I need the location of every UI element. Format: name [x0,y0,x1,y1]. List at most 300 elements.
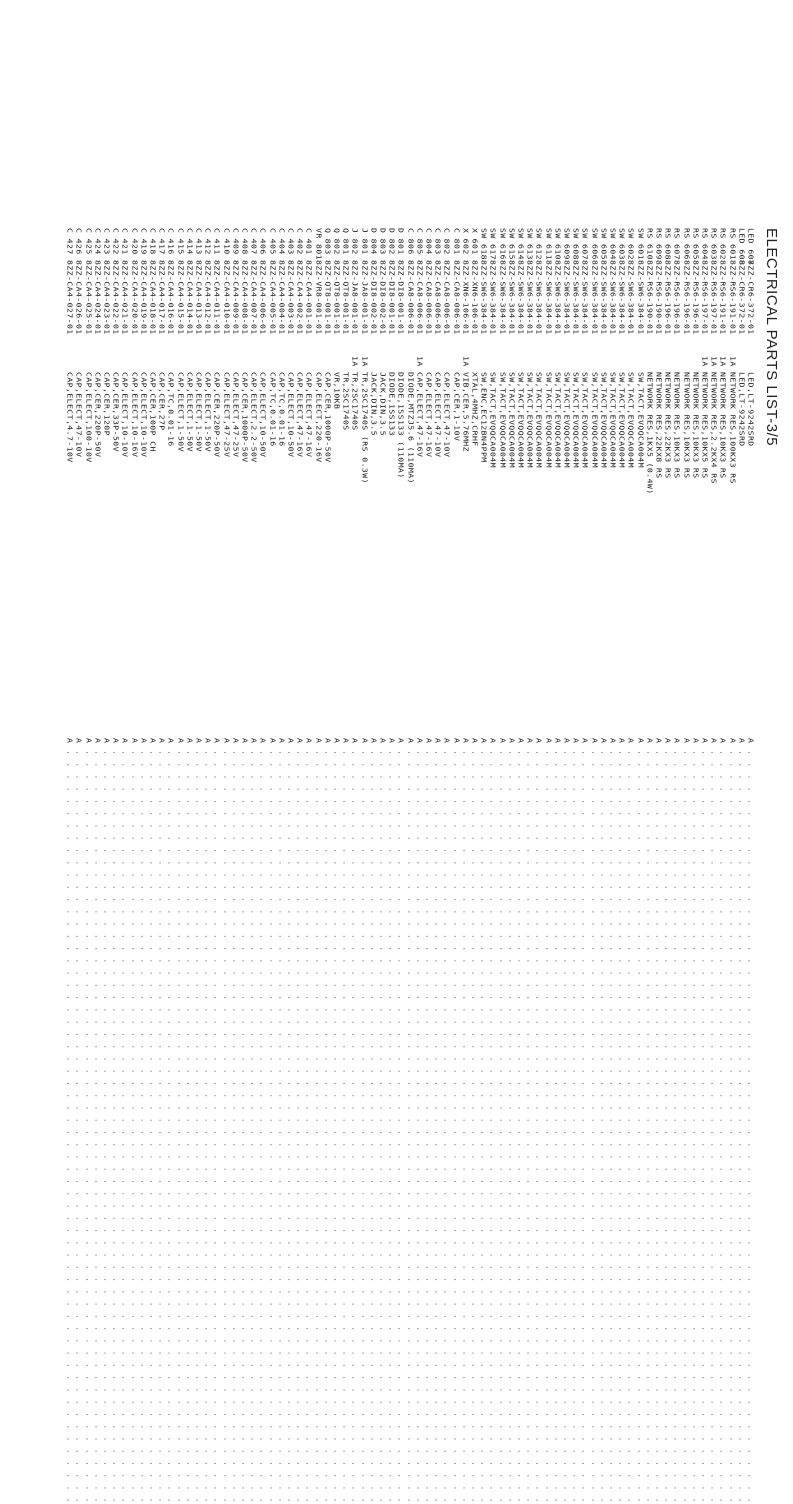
leader-dots: . . . . . . . . . . . . . . . . . . . . . . . . . . . . . . . . . . . . . . . . . . . . . . . . . . . . . . . . . . . . . . [406,750,415,1504]
leader-mark: A [516,738,526,744]
ref-cell: RS 608 [663,228,673,260]
part-number-cell: 8ZZ-XN6-106-01 [470,260,480,335]
leader-mark: A [673,738,682,744]
description-cell: JACK,DIN,3.5 [378,372,388,436]
ref-cell: J 802 [351,228,360,255]
ref-cell: SW 611 [544,228,553,260]
part-number-cell: 8ZZ-CA4-006-01 [259,260,268,335]
part-number-cell: 8ZZ-CA4-014-01 [185,260,194,335]
description-cell: CAP,CER,33P-50V [111,372,121,452]
part-number-cell: 8ZZ-DI8-002-01 [378,260,388,335]
leader-mark: A [397,738,406,744]
leader-mark: A [167,738,176,744]
description-cell: NETWORK RES,10KX3 RS [719,372,728,479]
leader-dots: . . . . . . . . . . . . . . . . . . . . . . . . . . . . . . . . . . . . . . . . . . . . . . . . . . . . . . . . . . . . . . [571,750,581,1504]
part-number-cell: 8ZZ-CR6-372-01 [746,260,756,335]
leader-dots: . . . . . . . . . . . . . . . . . . . . . . . . . . . . . . . . . . . . . . . . . . . . . . . . . . . . . . . . . . . . . . [222,750,231,1504]
leader-dots: . . . . . . . . . . . . . . . . . . . . . . . . . . . . . . . . . . . . . . . . . . . . . . . . . . . . . . . . . . . . . . [746,750,756,1504]
ref-cell: RS 602 [719,228,728,260]
ref-cell: Q 801 [341,228,351,255]
description-cell: LED,LT-9242SRD [746,372,756,447]
ref-cell: RS 605 [691,228,700,260]
leader-mark: A [433,738,443,744]
part-number-cell: 8ZZ-SW6-384-01 [525,260,535,335]
ref-cell: SW 613 [525,228,535,260]
leader-dots: . . . . . . . . . . . . . . . . . . . . . . . . . . . . . . . . . . . . . . . . . . . . . . . . . . . . . . . . . . . . . . [719,750,728,1504]
leader-dots: . . . . . . . . . . . . . . . . . . . . . . . . . . . . . . . . . . . . . . . . . . . . . . . . . . . . . . . . . . . . . . [369,750,378,1504]
leader-dots: . . . . . . . . . . . . . . . . . . . . . . . . . . . . . . . . . . . . . . . . . . . . . . . . . . . . . . . . . . . . . . [498,750,507,1504]
description-cell: CAP,ELECT,1-50V [194,372,204,452]
leader-mark: A [111,738,121,744]
leader-dots: . . . . . . . . . . . . . . . . . . . . . . . . . . . . . . . . . . . . . . . . . . . . . . . . . . . . . . . . . . . . . . [682,750,691,1504]
description-cell: SW,TACT,EVQQCA004M [571,372,581,468]
description-cell: SW,TACT,EVQQCA004M [608,372,618,468]
description-cell: TR,2SC1740S [341,372,351,431]
description-cell: CAP,CER,1000P-50V [323,372,332,463]
ref-cell: C 423 [102,228,112,255]
part-number-cell: 8ZZ-SW6-384-01 [617,260,627,335]
leader-mark: A [535,738,544,744]
description-cell: CAP,CER,100P CH [148,372,158,452]
leader-mark: A [746,738,756,744]
ref-cell: C 413 [194,228,204,255]
description-cell: NETWORK RES,22KX8 RS [654,372,664,479]
ref-cell: SW 602 [627,228,636,260]
leader-mark: A [544,738,553,744]
part-number-cell: 8ZZ-QT8-001-01 [323,260,332,335]
leader-mark: A [268,738,277,744]
ref-cell: C 410 [222,228,231,255]
leader-dots: . . . . . . . . . . . . . . . . . . . . . . . . . . . . . . . . . . . . . . . . . . . . . . . . . . . . . . . . . . . . . . [397,750,406,1504]
leader-dots: . . . . . . . . . . . . . . . . . . . . . . . . . . . . . . . . . . . . . . . . . . . . . . . . . . . . . . . . . . . . . . [387,750,397,1504]
leader-mark: A [75,738,84,744]
ref-cell: SW 612 [535,228,544,260]
part-number-cell: 8ZZ-CA4-023-01 [102,260,112,335]
leader-dots: . . . . . . . . . . . . . . . . . . . . . . . . . . . . . . . . . . . . . . . . . . . . . . . . . . . . . . . . . . . . . . [148,750,158,1504]
leader-mark: A [581,738,590,744]
ref-cell: C 421 [121,228,130,255]
leader-dots: . . . . . . . . . . . . . . . . . . . . . . . . . . . . . . . . . . . . . . . . . . . . . . . . . . . . . . . . . . . . . . [305,750,314,1504]
leader-dots: . . . . . . . . . . . . . . . . . . . . . . . . . . . . . . . . . . . . . . . . . . . . . . . . . . . . . . . . . . . . . . [259,750,268,1504]
description-cell: VIB,CER,5.76MHZ [461,372,470,452]
ref-cell: C 806 [406,228,415,255]
description-cell: CAP,ELECT,100-10V [84,372,93,463]
ref-cell: SW 618 [479,228,489,260]
part-number-cell: 8ZZ-SW6-384-01 [489,260,498,335]
leader-mark: A [663,738,673,744]
ref-cell: C 408 [240,228,250,255]
part-number-cell: 8ZZ-CA4-017-01 [157,260,167,335]
ref-cell: SW 604 [608,228,618,260]
part-number-cell: 8ZZ-CA4-007-01 [249,260,259,335]
leader-dots: . . . . . . . . . . . . . . . . . . . . . . . . . . . . . . . . . . . . . . . . . . . . . . . . . . . . . . . . . . . . . . [286,750,296,1504]
description-cell: CAP,ELECT,47-16V [295,372,305,458]
leader-mark: A [259,738,268,744]
leader-dots: . . . . . . . . . . . . . . . . . . . . . . . . . . . . . . . . . . . . . . . . . . . . . . . . . . . . . . . . . . . . . . [65,750,75,1504]
description-cell: TR,2SC1740S [351,372,360,431]
leader-dots: . . . . . . . . . . . . . . . . . . . . . . . . . . . . . . . . . . . . . . . . . . . . . . . . . . . . . . . . . . . . . . [323,750,332,1504]
leader-mark: A [590,738,599,744]
ref-cell: C 804 [424,228,434,255]
part-number-cell: 8ZZ-SW6-384-01 [553,260,562,335]
description-cell: SW,TACT,EVQQCA004M [627,372,636,468]
leader-mark: A [121,738,130,744]
leader-dots: . . . . . . . . . . . . . . . . . . . . . . . . . . . . . . . . . . . . . . . . . . . . . . . . . . . . . . . . . . . . . . [525,750,535,1504]
code-cell: 1A [360,356,369,367]
description-cell: CAP,ELECT,1-50V [176,372,185,452]
part-number-cell: 8ZZ-CA8-006-01 [424,260,434,335]
leader-mark: A [691,738,700,744]
leader-dots: . . . . . . . . . . . . . . . . . . . . . . . . . . . . . . . . . . . . . . . . . . . . . . . . . . . . . . . . . . . . . . [213,750,222,1504]
ref-cell: SW 610 [553,228,562,260]
description-cell: SW,TACT,EVQQCA004M [489,372,498,468]
leader-mark: A [599,738,608,744]
part-number-cell: 8ZZ-RS6-196-01 [682,260,691,335]
leader-mark: A [387,738,397,744]
ref-cell: RS 607 [673,228,682,260]
part-number-cell: 8ZZ-SW6-384-01 [571,260,581,335]
description-cell: NETWORK RES,22KX3 RS [663,372,673,479]
code-cell: 1A [415,356,424,367]
leader-dots: . . . . . . . . . . . . . . . . . . . . . . . . . . . . . . . . . . . . . . . . . . . . . . . . . . . . . . . . . . . . . . [489,750,498,1504]
leader-mark: A [525,738,535,744]
part-number-cell: 8ZZ-QT8-001-01 [341,260,351,335]
part-number-cell: 8ZZ-CR6-372-01 [737,260,746,335]
description-cell: NETWORK RES,2.2KX4 RS [709,372,719,484]
leader-mark: A [305,738,314,744]
part-number-cell: 8ZZ-CA4-009-01 [231,260,240,335]
leader-mark: A [222,738,231,744]
part-number-cell: 8ZZ-RS6-196-01 [673,260,682,335]
ref-cell: VR 801 [314,228,323,260]
leader-dots: . . . . . . . . . . . . . . . . . . . . . . . . . . . . . . . . . . . . . . . . . . . . . . . . . . . . . . . . . . . . . . [351,750,360,1504]
leader-mark: A [341,738,351,744]
leader-mark: A [323,738,332,744]
leader-dots: . . . . . . . . . . . . . . . . . . . . . . . . . . . . . . . . . . . . . . . . . . . . . . . . . . . . . . . . . . . . . . [277,750,286,1504]
ref-cell: LED 607 [746,228,756,266]
leader-mark: A [479,738,489,744]
leader-dots: . . . . . . . . . . . . . . . . . . . . . . . . . . . . . . . . . . . . . . . . . . . . . . . . . . . . . . . . . . . . . . [608,750,618,1504]
description-cell: NETWORK RES,1KX5 (0.4W) [645,372,654,495]
leader-dots: . . . . . . . . . . . . . . . . . . . . . . . . . . . . . . . . . . . . . . . . . . . . . . . . . . . . . . . . . . . . . . [415,750,424,1504]
leader-dots: . . . . . . . . . . . . . . . . . . . . . . . . . . . . . . . . . . . . . . . . . . . . . . . . . . . . . . . . . . . . . . [691,750,700,1504]
part-number-cell: 8ZZ-SW6-384-01 [516,260,526,335]
leader-dots: . . . . . . . . . . . . . . . . . . . . . . . . . . . . . . . . . . . . . . . . . . . . . . . . . . . . . . . . . . . . . . [470,750,480,1504]
leader-mark: A [682,738,691,744]
part-number-cell: 8ZZ-CA4-020-01 [130,260,139,335]
description-cell: DIODE,1SS133 [387,372,397,436]
description-cell: SW,TACT,EVQQCA004M [525,372,535,468]
leader-dots: . . . . . . . . . . . . . . . . . . . . . . . . . . . . . . . . . . . . . . . . . . . . . . . . . . . . . . . . . . . . . . [507,750,516,1504]
ref-cell: SW 603 [617,228,627,260]
part-number-cell: 8ZZ-CA4-026-01 [75,260,84,335]
leader-dots: . . . . . . . . . . . . . . . . . . . . . . . . . . . . . . . . . . . . . . . . . . . . . . . . . . . . . . . . . . . . . . [562,750,572,1504]
leader-mark: A [185,738,194,744]
part-number-cell: 8ZZ-CA4-011-01 [213,260,222,335]
leader-dots: . . . . . . . . . . . . . . . . . . . . . . . . . . . . . . . . . . . . . . . . . . . . . . . . . . . . . . . . . . . . . . [535,750,544,1504]
part-number-cell: 8ZZ-CA4-015-01 [176,260,185,335]
rotated-sheet [20,186,780,1504]
part-number-cell: 8ZZ-DI8-001-01 [387,260,397,335]
ref-cell: C 427 [65,228,75,255]
leader-mark: A [608,738,618,744]
description-cell: CAP,ELECT,1-50V [185,372,194,452]
description-cell: SW,TACT,EVQQCA004M [516,372,526,468]
part-number-cell: 8ZZ-CA4-021-01 [121,260,130,335]
leader-dots: . . . . . . . . . . . . . . . . . . . . . . . . . . . . . . . . . . . . . . . . . . . . . . . . . . . . . . . . . . . . . . [111,750,121,1504]
leader-dots: . . . . . . . . . . . . . . . . . . . . . . . . . . . . . . . . . . . . . . . . . . . . . . . . . . . . . . . . . . . . . . [157,750,167,1504]
description-cell: TR,2SC1740S (RS 0.3W) [360,372,369,484]
leader-dots: . . . . . . . . . . . . . . . . . . . . . . . . . . . . . . . . . . . . . . . . . . . . . . . . . . . . . . . . . . . . . . [75,750,84,1504]
leader-dots: . . . . . . . . . . . . . . . . . . . . . . . . . . . . . . . . . . . . . . . . . . . . . . . . . . . . . . . . . . . . . . [121,750,130,1504]
code-cell: 1A [461,356,470,367]
leader-mark: A [148,738,158,744]
part-number-cell: 8ZZ-CA4-016-01 [167,260,176,335]
description-cell: NETWORK RES,10KX5 RS [700,372,710,479]
leader-mark: A [249,738,259,744]
leader-mark: A [65,738,75,744]
part-number-cell: 8ZZ-VR8-001-01 [314,260,323,335]
part-number-cell: 8ZZ-CA4-013-01 [194,260,204,335]
description-cell: SW,TACT,EVQQCA004M [553,372,562,468]
ref-cell: X 602 [461,228,470,255]
leader-dots: . . . . . . . . . . . . . . . . . . . . . . . . . . . . . . . . . . . . . . . . . . . . . . . . . . . . . . . . . . . . . . [617,750,627,1504]
leader-mark: A [617,738,627,744]
ref-cell: C 424 [93,228,102,255]
leader-mark: A [470,738,480,744]
description-cell: XTAL,4MHZ,CRHF [470,372,480,447]
leader-dots: . . . . . . . . . . . . . . . . . . . . . . . . . . . . . . . . . . . . . . . . . . . . . . . . . . . . . . . . . . . . . . [443,750,452,1504]
description-cell: CAP,ELECT,220-16V [314,372,323,463]
leader-dots: . . . . . . . . . . . . . . . . . . . . . . . . . . . . . . . . . . . . . . . . . . . . . . . . . . . . . . . . . . . . . . [84,750,93,1504]
description-cell: SW,TACT,EVQQCA004M [498,372,507,468]
ref-cell: J 801 [360,228,369,255]
leader-mark: A [102,738,112,744]
part-number-cell: 8ZZ-CA8-006-01 [452,260,461,335]
leader-dots: . . . . . . . . . . . . . . . . . . . . . . . . . . . . . . . . . . . . . . . . . . . . . . . . . . . . . . . . . . . . . . [737,750,746,1504]
leader-dots: . . . . . . . . . . . . . . . . . . . . . . . . . . . . . . . . . . . . . . . . . . . . . . . . . . . . . . . . . . . . . . [240,750,250,1504]
leader-dots: . . . . . . . . . . . . . . . . . . . . . . . . . . . . . . . . . . . . . . . . . . . . . . . . . . . . . . . . . . . . . . [314,750,323,1504]
part-number-cell: 8ZZ-JA8-001-01 [360,260,369,335]
ref-cell: C 404 [277,228,286,255]
leader-mark: A [553,738,562,744]
ref-cell: C 425 [84,228,93,255]
leader-dots: . . . . . . . . . . . . . . . . . . . . . . . . . . . . . . . . . . . . . . . . . . . . . . . . . . . . . . . . . . . . . . [663,750,673,1504]
part-number-cell: 8ZZ-CA4-018-01 [148,260,158,335]
ref-cell: SW 615 [507,228,516,260]
description-cell: CAP,ELECT,4.7-10V [65,372,75,463]
description-cell: CAP,CER,220P-50V [93,372,102,458]
leader-mark: A [369,738,378,744]
leader-mark: A [314,738,323,744]
leader-mark: A [231,738,240,744]
part-number-cell: 8ZZ-CA4-010-01 [222,260,231,335]
leader-dots: . . . . . . . . . . . . . . . . . . . . . . . . . . . . . . . . . . . . . . . . . . . . . . . . . . . . . . . . . . . . . . [167,750,176,1504]
description-cell: CAP,ELECT,47-16V [305,372,314,458]
leader-dots: . . . . . . . . . . . . . . . . . . . . . . . . . . . . . . . . . . . . . . . . . . . . . . . . . . . . . . . . . . . . . . [433,750,443,1504]
leader-dots: . . . . . . . . . . . . . . . . . . . . . . . . . . . . . . . . . . . . . . . . . . . . . . . . . . . . . . . . . . . . . . [581,750,590,1504]
description-cell: CAP,CER,1000P-50V [240,372,250,463]
description-cell: LED,LT-9242SRD [737,372,746,447]
part-number-cell: 8ZZ-CA4-027-01 [65,260,75,335]
leader-mark: A [700,738,710,744]
leader-dots: . . . . . . . . . . . . . . . . . . . . . . . . . . . . . . . . . . . . . . . . . . . . . . . . . . . . . . . . . . . . . . [452,750,461,1504]
ref-cell: SW 608 [571,228,581,260]
leader-dots: . . . . . . . . . . . . . . . . . . . . . . . . . . . . . . . . . . . . . . . . . . . . . . . . . . . . . . . . . . . . . . [332,750,342,1504]
ref-cell: SW 617 [489,228,498,260]
leader-mark: A [332,738,342,744]
leader-dots: . . . . . . . . . . . . . . . . . . . . . . . . . . . . . . . . . . . . . . . . . . . . . . . . . . . . . . . . . . . . . . [700,750,710,1504]
leader-mark: A [737,738,746,744]
ref-cell: RS 604 [700,228,710,260]
description-cell: SW,TACT,EVQQCA004M [617,372,627,468]
description-cell: CAP,ELECT,47-25V [231,372,240,458]
leader-mark: A [719,738,728,744]
part-number-cell: 8ZZ-RS6-197-01 [700,260,710,335]
ref-cell: C 414 [185,228,194,255]
description-cell: CAP,CER,27P [157,372,167,431]
ref-cell: C 805 [415,228,424,255]
description-cell: CAP,ELECT,47-16V [415,372,424,458]
leader-dots: . . . . . . . . . . . . . . . . . . . . . . . . . . . . . . . . . . . . . . . . . . . . . . . . . . . . . . . . . . . . . . [728,750,737,1504]
part-number-cell: 8ZZ-CA4-025-01 [84,260,93,335]
leader-mark: A [84,738,93,744]
part-number-cell: 8ZZ-SW6-384-01 [599,260,608,335]
leader-dots: . . . . . . . . . . . . . . . . . . . . . . . . . . . . . . . . . . . . . . . . . . . . . . . . . . . . . . . . . . . . . . [360,750,369,1504]
description-cell: NETWORK RES,10KX3 RS [682,372,691,479]
part-number-cell: 8ZZ-RS6-190-01 [645,260,654,335]
description-cell: CAP,CER,1-10V [452,372,461,442]
ref-cell: SW 614 [516,228,526,260]
leader-mark: A [194,738,204,744]
leader-dots: . . . . . . . . . . . . . . . . . . . . . . . . . . . . . . . . . . . . . . . . . . . . . . . . . . . . . . . . . . . . . . [176,750,185,1504]
leader-mark: A [176,738,185,744]
leader-dots: . . . . . . . . . . . . . . . . . . . . . . . . . . . . . . . . . . . . . . . . . . . . . . . . . . . . . . . . . . . . . . [516,750,526,1504]
leader-dots: . . . . . . . . . . . . . . . . . . . . . . . . . . . . . . . . . . . . . . . . . . . . . . . . . . . . . . . . . . . . . . [424,750,434,1504]
leader-dots: . . . . . . . . . . . . . . . . . . . . . . . . . . . . . . . . . . . . . . . . . . . . . . . . . . . . . . . . . . . . . . [130,750,139,1504]
description-cell: SW,TACT,EVQQCA004M [507,372,516,468]
description-cell: CAP,ELECT,47-10V [433,372,443,458]
ref-cell: Q 802 [332,228,342,255]
description-cell: SW,TACT,EVQQCA004M [535,372,544,468]
description-cell: NETWORK RES,10KX3 RS [673,372,682,479]
leader-dots: . . . . . . . . . . . . . . . . . . . . . . . . . . . . . . . . . . . . . . . . . . . . . . . . . . . . . . . . . . . . . . [590,750,599,1504]
description-cell: JACK,DIN,3.5 [369,372,378,436]
part-number-cell: 8ZZ-SW6-384-01 [636,260,645,335]
part-number-cell: 8ZZ-XN6-106-01 [461,260,470,335]
ref-cell: C 802 [443,228,452,255]
leader-dots: . . . . . . . . . . . . . . . . . . . . . . . . . . . . . . . . . . . . . . . . . . . . . . . . . . . . . . . . . . . . . . [295,750,305,1504]
leader-dots: . . . . . . . . . . . . . . . . . . . . . . . . . . . . . . . . . . . . . . . . . . . . . . . . . . . . . . . . . . . . . . [627,750,636,1504]
ref-cell: SW 601 [636,228,645,260]
leader-mark: A [415,738,424,744]
leader-dots: . . . . . . . . . . . . . . . . . . . . . . . . . . . . . . . . . . . . . . . . . . . . . . . . . . . . . . . . . . . . . . [654,750,664,1504]
ref-cell: SW 616 [498,228,507,260]
description-cell: DIODE,1SS133 (110MA) [397,372,406,479]
description-cell: CAP,TC,0.01-16 [167,372,176,447]
leader-dots: . . . . . . . . . . . . . . . . . . . . . . . . . . . . . . . . . . . . . . . . . . . . . . . . . . . . . . . . . . . . . . [194,750,204,1504]
leader-mark: A [351,738,360,744]
ref-cell: C 409 [231,228,240,255]
ref-cell: Q 803 [323,228,332,255]
description-cell: CAP,ELECT,1-50V [203,372,213,452]
part-number-cell: 8ZZ-CA4-008-01 [240,260,250,335]
ref-cell: D 801 [397,228,406,255]
ref-cell: LED 608 [737,228,746,266]
ref-cell: RS 610 [645,228,654,260]
code-cell: 1A [728,356,737,367]
leader-mark: A [627,738,636,744]
leader-dots: . . . . . . . . . . . . . . . . . . . . . . . . . . . . . . . . . . . . . . . . . . . . . . . . . . . . . . . . . . . . . . [544,750,553,1504]
part-number-cell: 8ZZ-CA8-006-01 [406,260,415,335]
part-number-cell: 8ZZ-CA8-006-01 [433,260,443,335]
ref-cell: C 405 [268,228,277,255]
leader-mark: A [498,738,507,744]
description-cell: CAP,ELECT,10-10V [121,372,130,458]
leader-dots: . . . . . . . . . . . . . . . . . . . . . . . . . . . . . . . . . . . . . . . . . . . . . . . . . . . . . . . . . . . . . . [709,750,719,1504]
ref-cell: X 601 [470,228,480,255]
part-number-cell: 8ZZ-SW6-384-01 [627,260,636,335]
ref-cell: C 411 [213,228,222,255]
ref-cell: C 407 [249,228,259,255]
ref-cell: SW 607 [581,228,590,260]
ref-cell: C 412 [203,228,213,255]
leader-mark: A [203,738,213,744]
description-cell: CAP,ELECT,2.2-50V [249,372,259,463]
leader-dots: . . . . . . . . . . . . . . . . . . . . . . . . . . . . . . . . . . . . . . . . . . . . . . . . . . . . . . . . . . . . . . [203,750,213,1504]
ref-cell: C 419 [139,228,148,255]
description-cell: CAP,ELECT,10-50V [286,372,296,458]
part-number-cell: 8ZZ-CA4-004-01 [277,260,286,335]
ref-cell: C 417 [157,228,167,255]
leader-mark: A [424,738,434,744]
part-number-cell: 8ZZ-CA4-001-01 [305,260,314,335]
leader-dots: . . . . . . . . . . . . . . . . . . . . . . . . . . . . . . . . . . . . . . . . . . . . . . . . . . . . . . . . . . . . . . [479,750,489,1504]
code-cell: 1A [351,356,360,367]
leader-mark: A [240,738,250,744]
leader-mark: A [461,738,470,744]
code-cell: 1A [700,356,710,367]
part-number-cell: 8ZZ-SW6-384-01 [590,260,599,335]
part-number-cell: 8ZZ-SW6-384-01 [562,260,572,335]
ref-cell: C 406 [259,228,268,255]
leader-dots: . . . . . . . . . . . . . . . . . . . . . . . . . . . . . . . . . . . . . . . . . . . . . . . . . . . . . . . . . . . . . . [636,750,645,1504]
description-cell: SW,TACT,EVQQCA004M [544,372,553,468]
description-cell: CAP,ELECT,10-16V [130,372,139,458]
ref-cell: RS 609 [654,228,664,260]
code-cell: 1A [719,356,728,367]
leader-dots: . . . . . . . . . . . . . . . . . . . . . . . . . . . . . . . . . . . . . . . . . . . . . . . . . . . . . . . . . . . . . . [231,750,240,1504]
leader-mark: A [295,738,305,744]
ref-cell: C 420 [130,228,139,255]
leader-mark: A [360,738,369,744]
part-number-cell: 8ZZ-DI8-002-01 [369,260,378,335]
ref-cell: RS 606 [682,228,691,260]
page-title: ELECTRICAL PARTS LIST-3/5 [763,228,780,447]
leader-dots: . . . . . . . . . . . . . . . . . . . . . . . . . . . . . . . . . . . . . . . . . . . . . . . . . . . . . . . . . . . . . . [673,750,682,1504]
part-number-cell: 8ZZ-CA8-006-01 [443,260,452,335]
leader-dots: . . . . . . . . . . . . . . . . . . . . . . . . . . . . . . . . . . . . . . . . . . . . . . . . . . . . . . . . . . . . . . [341,750,351,1504]
leader-dots: . . . . . . . . . . . . . . . . . . . . . . . . . . . . . . . . . . . . . . . . . . . . . . . . . . . . . . . . . . . . . . [599,750,608,1504]
ref-cell: C 403 [286,228,296,255]
leader-dots: . . . . . . . . . . . . . . . . . . . . . . . . . . . . . . . . . . . . . . . . . . . . . . . . . . . . . . . . . . . . . . [378,750,388,1504]
leader-mark: A [636,738,645,744]
ref-cell: C 416 [167,228,176,255]
part-number-cell: 8ZZ-RS6-196-01 [691,260,700,335]
part-number-cell: 8ZZ-SW6-384-01 [498,260,507,335]
leader-mark: A [728,738,737,744]
leader-mark: A [452,738,461,744]
